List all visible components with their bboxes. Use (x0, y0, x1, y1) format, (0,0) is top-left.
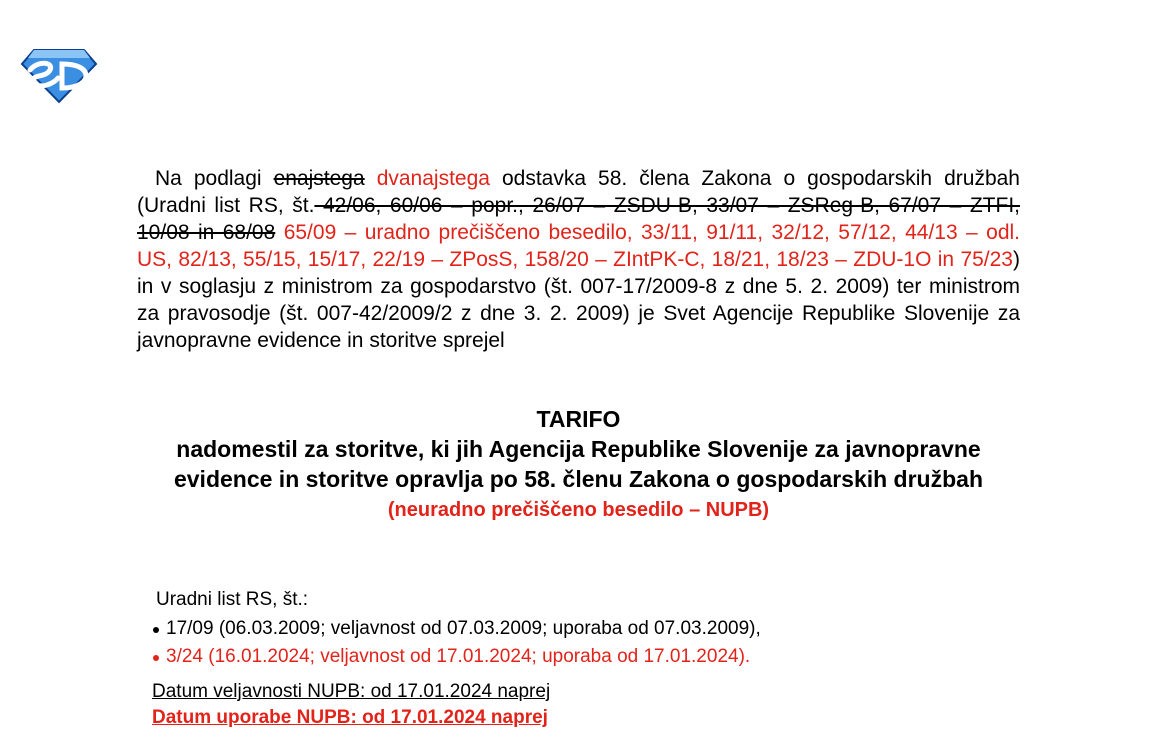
preamble-text (365, 167, 377, 190)
gazette-item (148, 615, 1008, 643)
deleted-text: 42/06, 60/06 – popr., 26/07 – ZSDU-B, 33/07 – ZSReg-B, 67/07 – ZTFI, 10/08 in 68/08 (137, 194, 1020, 244)
document-title (137, 404, 1020, 524)
deleted-text: enajstega (273, 167, 365, 190)
bullet-icon (153, 655, 159, 661)
amended-text: dvanajstega (376, 167, 490, 190)
bullet-icon (153, 627, 159, 633)
preamble-text: odstavka 58. člena Zakona o gospodarskih družbah (Uradni list RS, št. (137, 167, 1020, 217)
gazette-item (148, 643, 1008, 671)
use-date: Datum uporabe NUPB: od 17.01.2024 naprej (152, 707, 548, 728)
diamond-sd-logo-icon (20, 48, 98, 104)
title-note: (neuradno prečiščeno besedilo – NUPB) (387, 499, 770, 521)
title-subtitle: nadomestil za storitve, ki jih Agencija Republike Slovenije za javnopravne evidence in storitve opravlja po 58. členu Zakona o gospodarskih družbah (173, 436, 984, 492)
title-main: TARIFO (536, 406, 621, 432)
gazette-item-text: 3/24 (16.01.2024; veljavnost od 17.01.2024; uporaba od 17.01.2024). (166, 646, 751, 667)
preamble-paragraph (137, 165, 1020, 354)
gazette-list (148, 586, 1008, 671)
gazette-label: Uradni list RS, št.: (156, 589, 309, 610)
preamble-text: Na podlagi (155, 167, 274, 190)
validity-dates (152, 679, 550, 731)
gazette-items (148, 615, 1008, 671)
preamble-text: ) in v soglasju z ministrom za gospodarstvo (št. 007-17/2009-8 z dne 5. 2. 2009) ter ministrom za pravosodje (št. 007-42/2009/2 z dne 3. 2. 2009) je Svet Agencije Republike Slovenije za javnopravne evidence in storitve sprejel (137, 248, 1020, 352)
gazette-item-text: 17/09 (06.03.2009; veljavnost od 07.03.2009; uporaba od 07.03.2009), (166, 618, 761, 639)
validity-date: Datum veljavnosti NUPB: od 17.01.2024 naprej (152, 681, 551, 702)
amended-text: 65/09 – uradno prečiščeno besedilo, 33/11, 91/11, 32/12, 57/12, 44/13 – odl. US, 82/13, 55/15, 15/17, 22/19 – ZPosS, 158/20 – ZIntPK-C, 18/21, 18/23 – ZDU-1O in 75/23 (137, 221, 1020, 271)
